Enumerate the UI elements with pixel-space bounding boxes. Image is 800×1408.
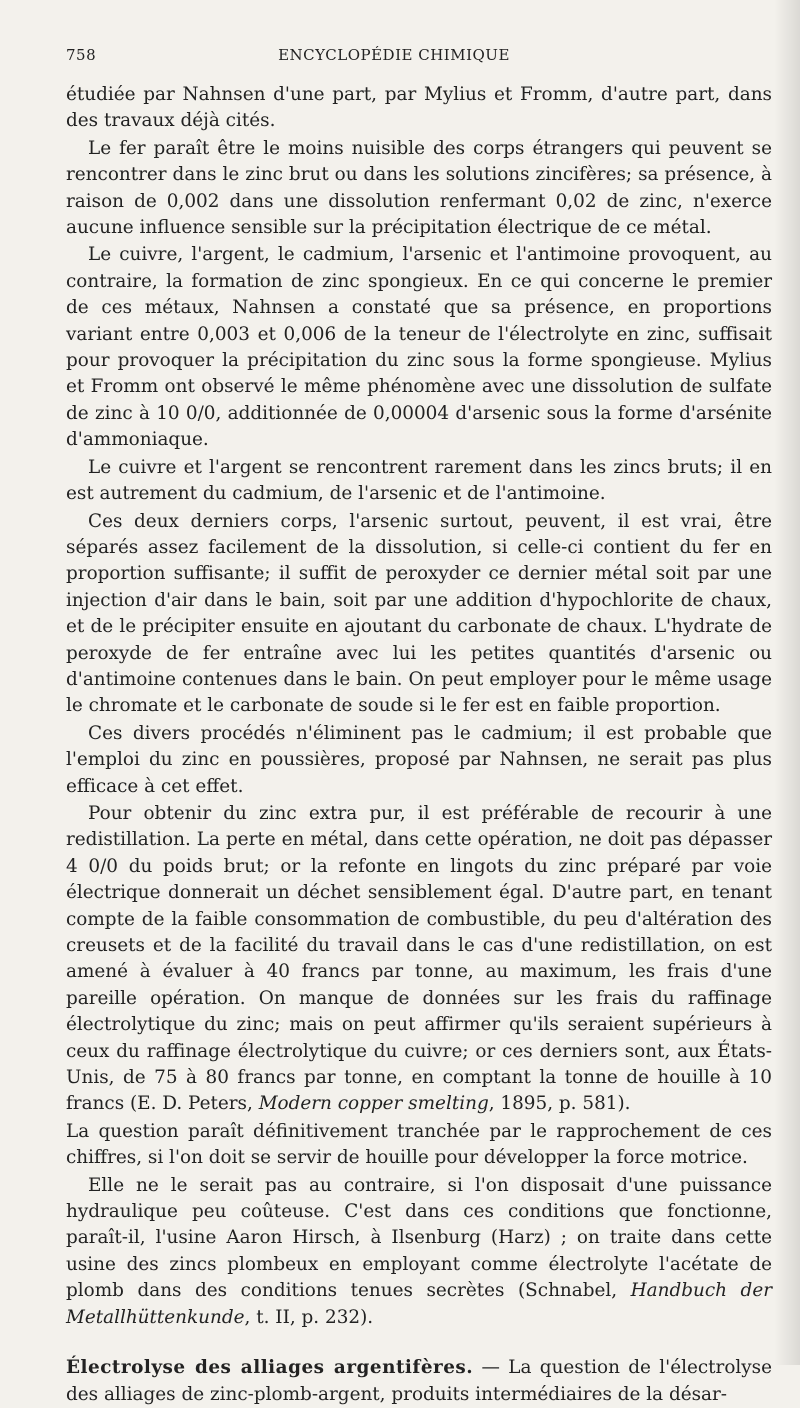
paragraph: Le fer paraît être le moins nuisible des corps étrangers qui peuvent se rencontrer dans le zinc brut ou dans les solutions zincifères; sa présence, à raison de 0,002 dans une dissolution renfermant 0,02 de zinc, n'exerce aucune influence sensible sur la précipitation électrique de ce métal. bbox=[66, 137, 772, 239]
citation-title: Handbuch der Metallhüttenkunde bbox=[66, 1280, 772, 1328]
citation-title: Modern copper smelting bbox=[258, 1093, 489, 1115]
paragraph: La question paraît définitivement tranchée par le rapprochement de ces chiffres, si l'on doit se servir de houille pour développer la force motrice. bbox=[66, 1120, 772, 1169]
section-title: Électrolyse des alliages argentifères. bbox=[66, 1357, 474, 1379]
running-head bbox=[66, 46, 772, 70]
body-text bbox=[66, 82, 772, 1408]
page-number: 758 bbox=[66, 46, 97, 64]
paragraph: Elle ne le serait pas au contraire, si l'on disposait d'une puissance hydraulique peu coûteuse. C'est dans ces conditions que fonctionne, paraît-il, l'usine Aaron Hirsch, à Ilsenburg (Harz) ; on traite dans cette usine des zincs plombeux en employant comme électrolyte l'acétate de plomb dans des conditions tenues secrètes (Schnabel, Handbuch der Metallhüttenkunde, t. II, p. 232). bbox=[66, 1174, 772, 1328]
paragraph: Pour obtenir du zinc extra pur, il est préférable de recourir à une redistillation. La perte en métal, dans cette opération, ne doit pas dépasser 4 0/0 du poids brut; or la refonte en lingots du zinc préparé par voie électrique donnerait un déchet sensiblement égal. D'autre part, en tenant compte de la faible consommation de combustible, du peu d'altération des creusets et de la facilité du travail dans le cas d'une redistillation, on est amené à évaluer à 40 francs par tonne, au maximum, les frais d'une pareille opération. On manque de données sur les frais du raffinage électrolytique du zinc; mais on peut affirmer qu'ils seraient supérieurs à ceux du raffinage électrolytique du cuivre; or ces derniers sont, aux États-Unis, de 75 à 80 francs par tonne, en comptant la tonne de houille à 10 francs (E. D. Peters, Modern copper smelting, 1895, p. 581). bbox=[66, 802, 772, 1115]
paragraph: Ces divers procédés n'éliminent pas le cadmium; il est probable que l'emploi du zinc en poussières, proposé par Nahnsen, ne serait pas plus efficace à cet effet. bbox=[66, 722, 772, 797]
paragraph: Le cuivre et l'argent se rencontrent rarement dans les zincs bruts; il en est autrement du cadmium, de l'arsenic et de l'antimoine. bbox=[66, 456, 772, 505]
paragraph: étudiée par Nahnsen d'une part, par Mylius et Fromm, d'autre part, dans des travaux déjà cités. bbox=[66, 84, 772, 132]
running-title: ENCYCLOPÉDIE CHIMIQUE bbox=[278, 46, 510, 64]
paragraph: Ces deux derniers corps, l'arsenic surtout, peuvent, il est vrai, être séparés assez facilement de la dissolution, si celle-ci contient du fer en proportion suffisante; il suffit de peroxyder ce dernier métal soit par une injection d'air dans le bain, soit par une addition d'hypochlorite de chaux, et de le précipiter ensuite en ajoutant du carbonate de chaux. L'hydrate de peroxyde de fer entraîne avec lui les petites quantités d'arsenic ou d'antimoine contenues dans le bain. On peut employer pour le même usage le chromate et le carbonate de soude si le fer est en faible proportion. bbox=[66, 510, 772, 717]
section-paragraph: Électrolyse des alliages argentifères. — La question de l'électrolyse des alliages de zinc-plomb-argent, produits intermédiaires de la désar- bbox=[66, 1357, 772, 1405]
paragraph: Le cuivre, l'argent, le cadmium, l'arsenic et l'antimoine provoquent, au contraire, la formation de zinc spongieux. En ce qui concerne le premier de ces métaux, Nahnsen a constaté que sa présence, en proportions variant entre 0,003 et 0,006 de la teneur de l'électrolyte en zinc, suffisait pour provoquer la précipitation du zinc sous la forme spongieuse. Mylius et Fromm ont observé le même phénomène avec une dissolution de sulfate de zinc à 10 0/0, additionnée de 0,00004 d'arsenic sous la forme d'arsénite d'ammoniaque. bbox=[66, 244, 772, 451]
